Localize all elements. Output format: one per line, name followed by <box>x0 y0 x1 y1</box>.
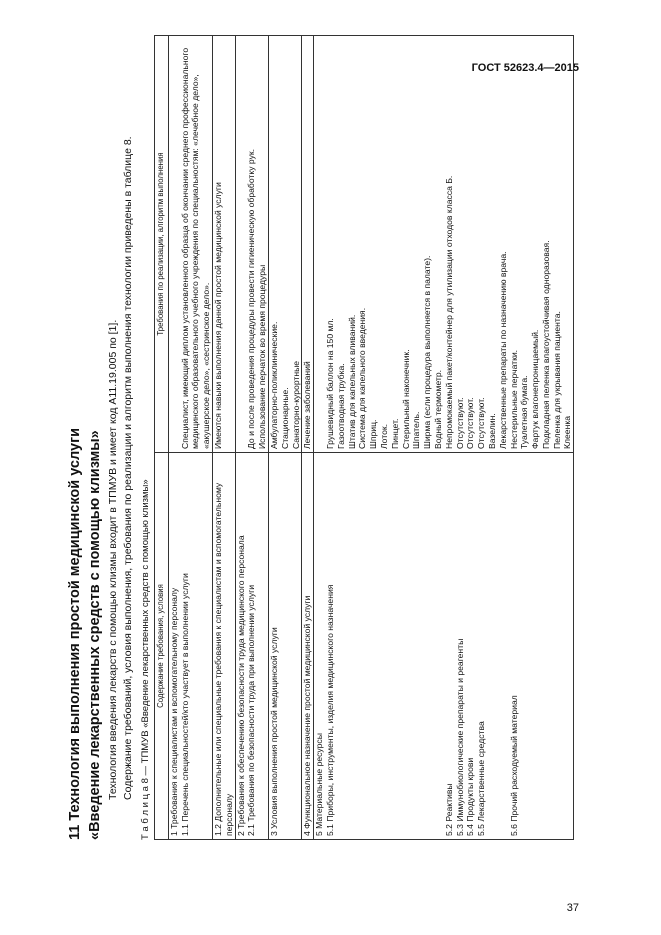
cell-line: 1 Требования к специалистам и вспомогательному персоналу <box>168 587 179 836</box>
cell-line: 1.2 Дополнительные или специальные требования к специалистам и вспомогательному персоналу <box>212 482 234 836</box>
cell-line <box>498 456 509 836</box>
cell-line: Отсутствуют. <box>454 397 465 449</box>
cell-line: Подкладная пеленка влагоустойчивая одноразовая. <box>540 240 551 449</box>
table-row <box>212 36 235 840</box>
algorithm-cell <box>268 36 301 453</box>
cell-line <box>422 456 433 836</box>
cell-line <box>236 39 247 449</box>
cell-line: Клеенка <box>562 415 573 449</box>
intro-paragraph-2: Содержание требований, условия выполнения, требования по реализации и алгоритм выполнения технологии приведены в таблице 8. <box>122 136 134 800</box>
cell-line: Пеленка для укрывания пациента. <box>551 311 562 449</box>
table-row <box>302 36 314 840</box>
cell-line: Туалетная бумага. <box>519 375 530 449</box>
table-row <box>314 36 574 840</box>
requirement-cell <box>235 453 268 840</box>
cell-line <box>347 456 358 836</box>
cell-line <box>390 456 401 836</box>
cell-line: 2.1 Требования по безопасности труда при выполнении услуги <box>246 584 257 836</box>
cell-line: 1.1 Перечень специальностей/кто участвует в выполнении услуги <box>179 573 190 836</box>
cell-line: Пинцет. <box>389 418 400 449</box>
cell-line: Водный термометр. <box>432 369 443 449</box>
cell-line: 5.6 Прочий расходуемый материал <box>508 695 519 836</box>
algorithm-cell <box>212 36 235 453</box>
intro-paragraph-1: Технология введения лекарств с помощью клизмы входит в ТПМУВ и имеет код А11.19.005 по [1]. <box>107 319 119 800</box>
cell-line: Использование перчаток во время процедуры <box>257 264 268 449</box>
cell-line: Шприц. <box>368 419 379 449</box>
cell-line: Ширма (если процедура выполняется в палате). <box>422 255 433 449</box>
cell-line: Газоотводная трубка. <box>335 363 346 449</box>
cell-line: 2 Требования к обеспечению безопасности труда медицинского персонала <box>235 535 246 836</box>
cell-line: Отсутствуют. <box>465 397 476 449</box>
cell-line <box>379 456 390 836</box>
cell-line <box>401 456 412 836</box>
cell-line: Фартук влагонепроницаемый. <box>530 329 541 449</box>
cell-line: 5.2 Реактивы <box>443 783 454 836</box>
cell-line <box>368 456 379 836</box>
cell-line: 3 Условия выполнения простой медицинской услуги <box>268 627 279 836</box>
cell-line: 5.4 Продукты крови <box>465 757 476 836</box>
cell-line: 5.5 Лекарственные средства <box>476 721 487 836</box>
algorithm-cell <box>235 36 268 453</box>
requirement-cell <box>314 453 574 840</box>
cell-line: Непромокаемый пакет/контейнер для утилизации отходов класса Б. <box>443 175 454 449</box>
table-caption: Т а б л и ц а 8 — ТПМУВ «Введение лекарственных средств с помощью клизмы» <box>140 479 151 840</box>
algorithm-cell <box>314 36 574 453</box>
cell-line: Санаторно-курортные <box>290 360 301 449</box>
cell-line: До и после проведения процедуры провести гигиеническую обработку рук. <box>246 148 257 449</box>
cell-line: Лечение заболеваний <box>302 361 313 449</box>
requirement-cell <box>212 453 235 840</box>
cell-line: 5.3 Иммунобиологические препараты и реагенты <box>454 638 465 836</box>
rotated-content <box>65 47 595 840</box>
page-number: 37 <box>566 902 579 914</box>
cell-line: 5.1 Приборы, инструменты, изделия медицинского назначения <box>324 584 335 836</box>
table-row <box>235 36 268 840</box>
document-code: ГОСТ 52623.4—2015 <box>471 62 579 74</box>
cell-line <box>487 456 498 836</box>
cell-line: Стерильный наконечник. <box>400 349 411 449</box>
table-row <box>268 36 301 840</box>
cell-line: Стационарные. <box>279 387 290 449</box>
section-title <box>65 50 105 840</box>
requirement-cell <box>268 453 301 840</box>
cell-line: 4 Функциональное назначение простой медицинской услуги <box>302 595 313 836</box>
cell-line: Грушевидный баллон на 150 мл. <box>324 318 335 449</box>
section-title-line-2: «Введение лекарственных средств с помощью клизмы» <box>87 430 103 840</box>
algorithm-cell <box>302 36 314 453</box>
column-header-requirement: Содержание требования, условия <box>155 453 169 840</box>
cell-line: Шпатель. <box>411 411 422 449</box>
requirement-cell <box>302 453 314 840</box>
table-row <box>168 36 212 840</box>
cell-line: Система для капельного введения. <box>357 307 368 449</box>
requirements-table <box>154 35 574 840</box>
cell-line: Специалист, имеющий диплом установленного образца об окончании среднего профессионального медицинского образовательного учебного учреждения по специальностям: «лечебное дело», «акушерское дело», «сестринское дело». <box>179 47 212 449</box>
cell-line <box>169 39 180 449</box>
cell-line: Имеются навыки выполнения данной простой медицинской услуги <box>212 182 223 449</box>
cell-line <box>357 456 368 836</box>
cell-line <box>314 39 325 449</box>
column-header-algorithm: Требования по реализации, алгоритм выполнения <box>155 36 169 453</box>
cell-line: Вазелин. <box>486 413 497 449</box>
cell-line: Отсутствуют. <box>476 397 487 449</box>
cell-line: Нестерильные перчатки. <box>508 349 519 449</box>
cell-line: Лекарственные препараты по назначению врача. <box>497 251 508 449</box>
cell-line: 5 Материальные ресурсы <box>314 733 325 836</box>
cell-line <box>411 456 422 836</box>
requirement-cell <box>168 453 212 840</box>
cell-line <box>433 456 444 836</box>
cell-line: Штатив для капельных вливаний. <box>346 314 357 449</box>
cell-line <box>336 456 347 836</box>
table-header-row <box>155 36 169 840</box>
section-title-line-1: 11 Технология выполнения простой медицинской услуги <box>67 427 83 840</box>
algorithm-cell <box>168 36 212 453</box>
cell-line: Лоток. <box>378 424 389 449</box>
cell-line: Амбулаторно-поликлинические. <box>268 321 279 449</box>
